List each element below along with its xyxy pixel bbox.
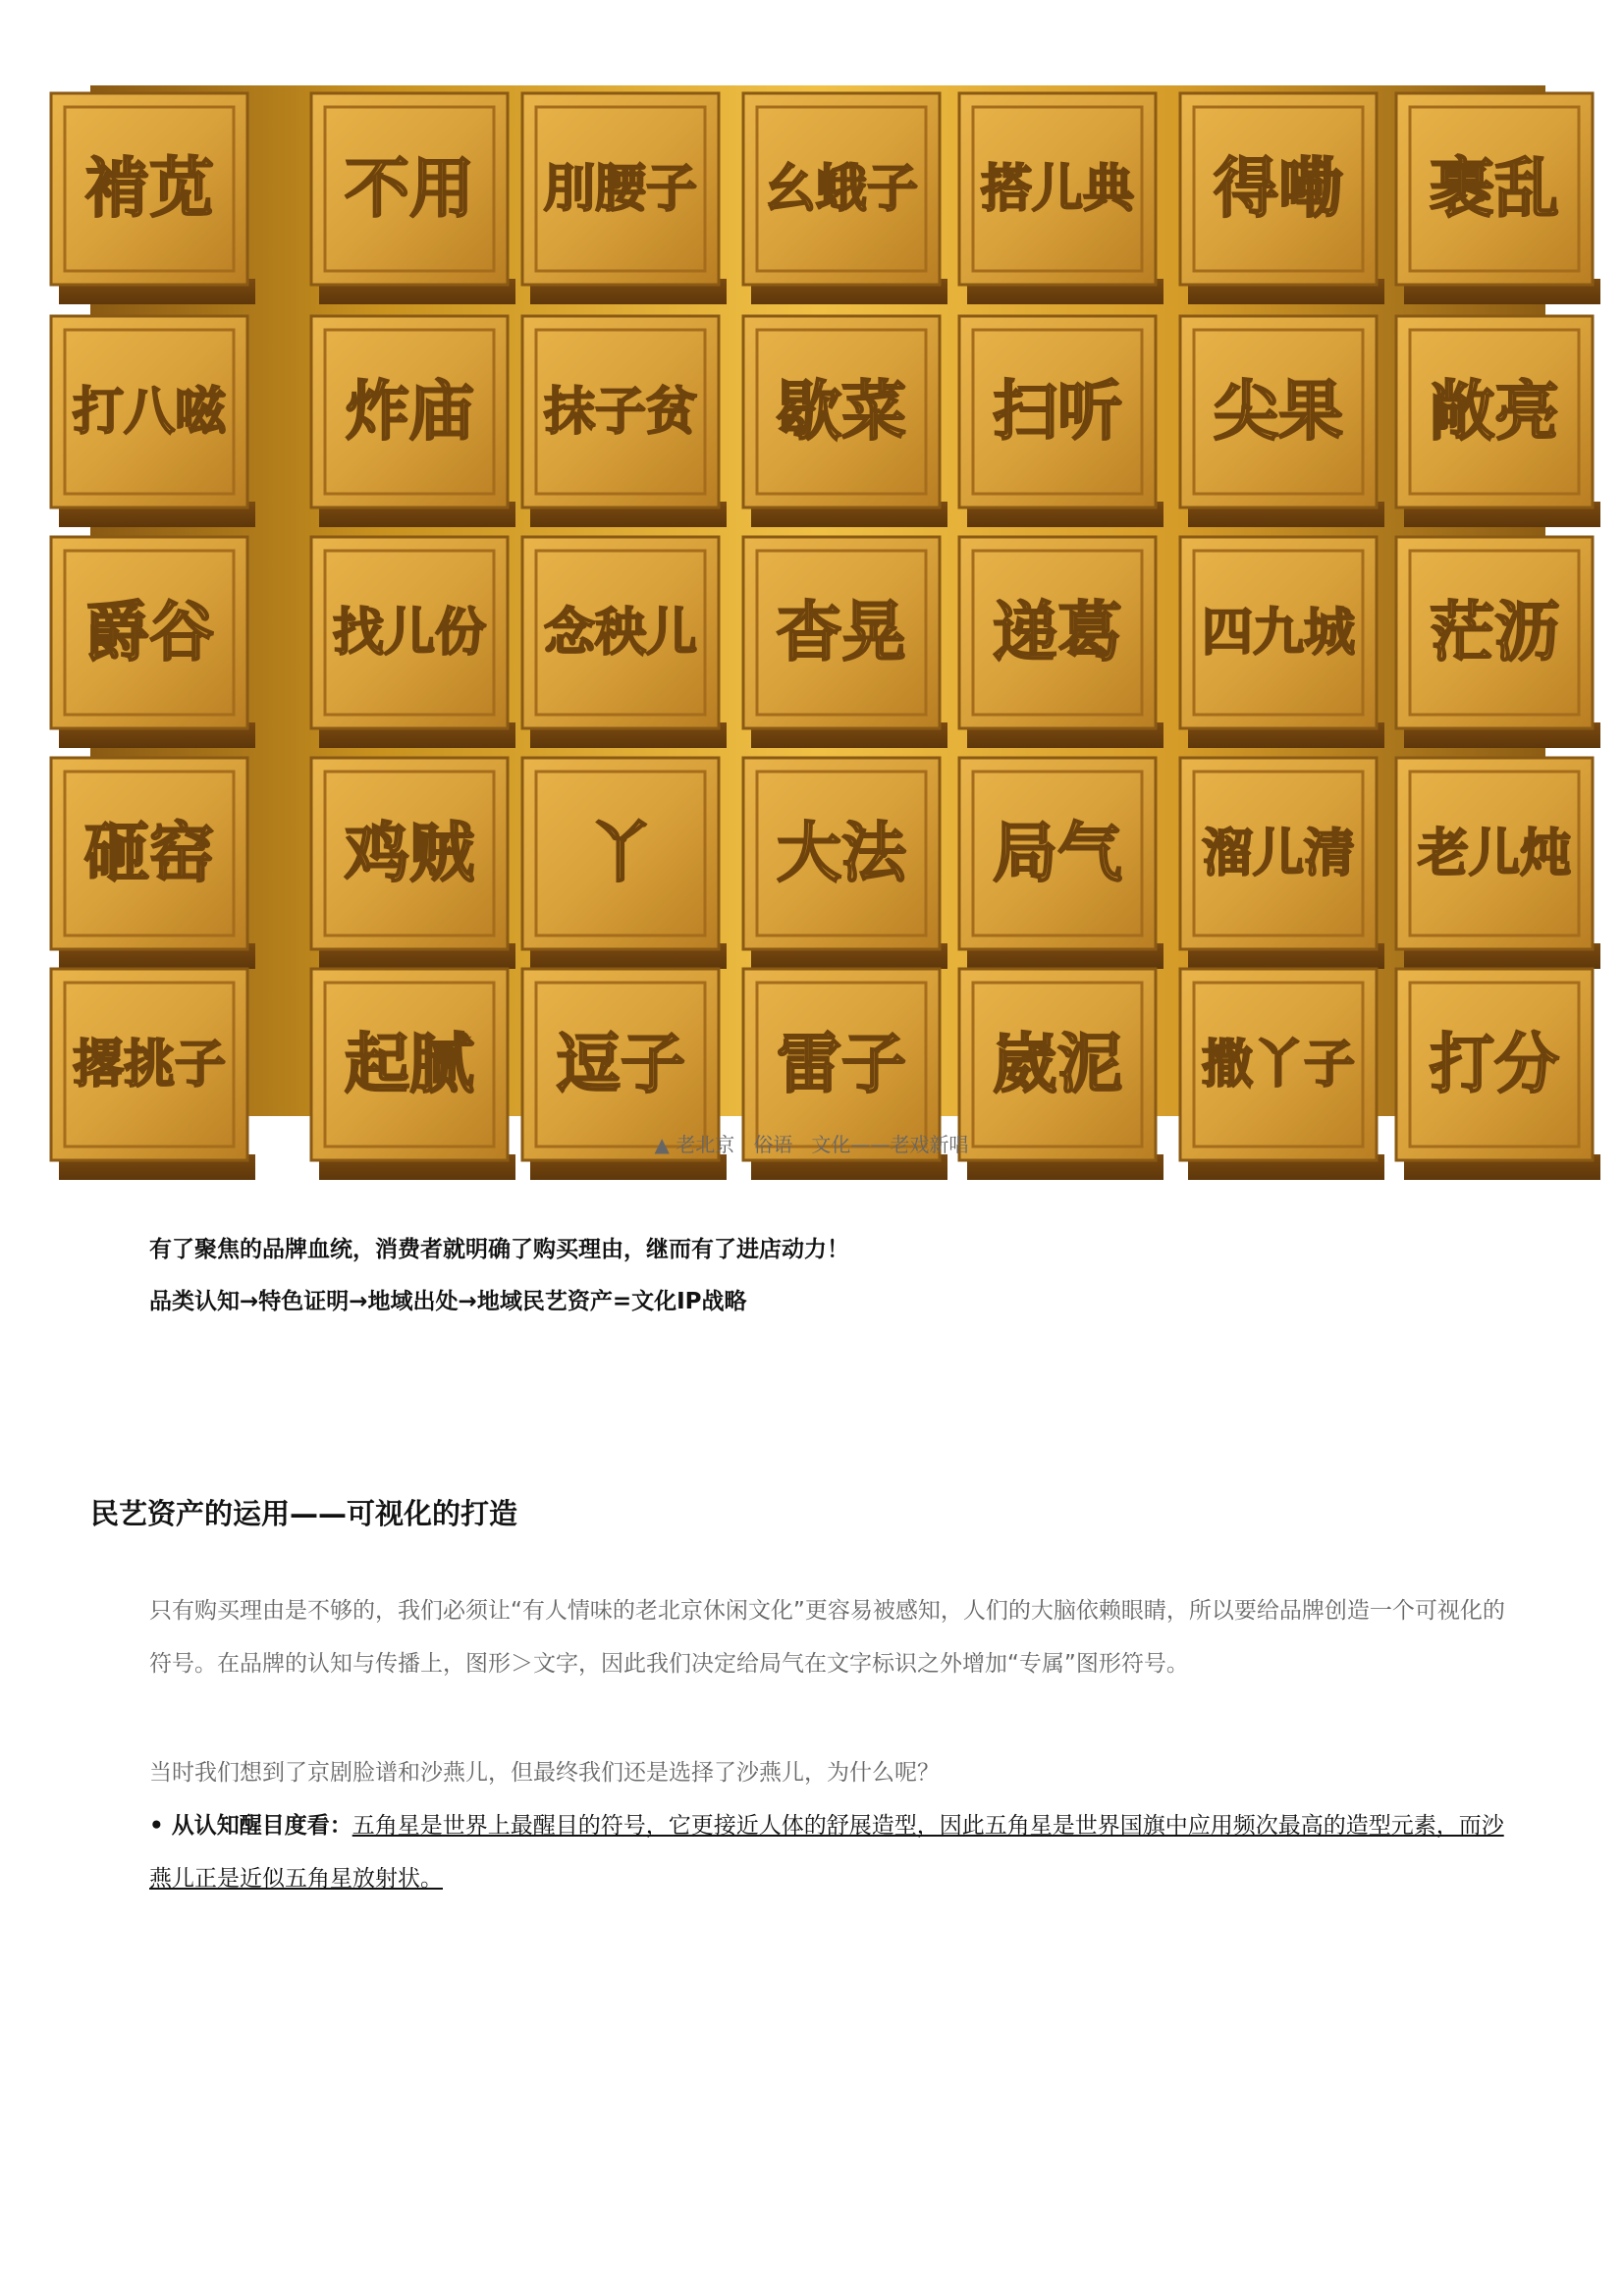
word-block: [959, 537, 1163, 748]
block-word: 茫沥: [1430, 594, 1559, 670]
bullet-lead: • 从认知醒目度看：: [149, 1813, 352, 1839]
wooden-character-blocks-photo: [72, 85, 1572, 1116]
block-word: 撂挑子: [72, 1035, 227, 1095]
block-word: 打分: [1430, 1026, 1559, 1102]
block-word: 打八嗞: [72, 382, 227, 442]
word-block: [1396, 316, 1600, 527]
block-word: 砸窑: [84, 815, 214, 891]
block-word: 扫听: [993, 373, 1122, 450]
block-word: 歇菜: [777, 373, 906, 450]
block-word: 幺蛾子: [764, 159, 919, 219]
block-word: 递葛: [993, 594, 1122, 670]
block-word: 刖腰子: [543, 159, 698, 219]
block-word: 尖果: [1214, 373, 1343, 450]
block-word: 丫: [588, 815, 653, 891]
word-block: [959, 758, 1163, 969]
block-word: 溜儿清: [1201, 824, 1356, 883]
block-word: 褃苋: [84, 150, 214, 227]
block-word: 念秧儿: [543, 603, 698, 663]
block-word: 崴泥: [993, 1026, 1122, 1102]
word-block: [311, 537, 515, 748]
block-word: 老儿炖: [1417, 824, 1572, 883]
word-block: [743, 316, 947, 527]
block-word: 爵谷: [84, 594, 214, 670]
block-word: 敞亮: [1430, 373, 1559, 450]
block-word: 不用: [345, 150, 474, 227]
block-word: 杳晃: [777, 594, 906, 670]
block-word: 鸡贼: [345, 815, 474, 891]
word-block: [522, 316, 727, 527]
word-block: [311, 758, 515, 969]
word-block: [311, 93, 515, 304]
bullet-recognition: [149, 1799, 1524, 1905]
word-block: [1180, 758, 1384, 969]
block-word: 逗子: [556, 1026, 685, 1102]
block-word: 找儿份: [332, 603, 487, 663]
block-word: 搭儿典: [980, 159, 1135, 219]
word-block: [522, 537, 727, 748]
word-block: [1180, 537, 1384, 748]
word-block: [743, 93, 947, 304]
section-heading: 民艺资产的运用——可视化的打造: [90, 1497, 518, 1530]
block-word: 局气: [993, 815, 1122, 891]
word-block: [959, 316, 1163, 527]
bullet-text: 五角星是世界上最醒目的符号，它更接近人体的舒展造型，因此五角星是世界国旗中应用频次最高的造型元素，而沙燕儿正是近似五角星放射状。: [149, 1813, 1504, 1892]
word-block: [522, 758, 727, 969]
word-block: [311, 316, 515, 527]
block-word: 抹子贫: [543, 382, 698, 442]
word-block: [743, 537, 947, 748]
word-block: [959, 93, 1163, 304]
word-block: [51, 93, 255, 304]
strategy-chain-line: 品类认知→特色证明→地域出处→地域民艺资产=文化IP战略: [149, 1289, 747, 1314]
block-word: 裹乱: [1430, 150, 1559, 227]
photo-caption: ▲ 老北京 俗语 文化——老戏新唱: [654, 1133, 969, 1156]
word-block: [522, 93, 727, 304]
paragraph-visualization: 只有购买理由是不够的，我们必须让“有人情味的老北京休闲文化”更容易被感知，人们的大脑依赖眼睛，所以要给品牌创造一个可视化的符号。在品牌的认知与传播上，图形＞文字，因此我们决定给局气在文字标识之外增加“专属”图形符号。: [149, 1598, 1505, 1677]
purchase-reason-line: 有了聚焦的品牌血统，消费者就明确了购买理由，继而有了进店动力！: [149, 1237, 849, 1262]
word-block: [743, 758, 947, 969]
blocks-grid: [72, 85, 1572, 1116]
block-word: 雷子: [777, 1026, 906, 1102]
block-word: 四九城: [1201, 603, 1356, 663]
block-word: 得嘞: [1214, 150, 1343, 227]
block-word: 撒丫子: [1201, 1035, 1356, 1095]
block-word: 起腻: [345, 1026, 474, 1102]
word-block: [51, 316, 255, 527]
word-block: [1396, 537, 1600, 748]
block-word: 炸庙: [345, 373, 474, 450]
word-block: [1396, 758, 1600, 969]
block-word: 大法: [777, 815, 906, 891]
word-block: [1180, 316, 1384, 527]
word-block: [1396, 93, 1600, 304]
paragraph-choice: 当时我们想到了京剧脸谱和沙燕儿，但最终我们还是选择了沙燕儿，为什么呢？: [149, 1760, 940, 1786]
word-block: [51, 758, 255, 969]
word-block: [1180, 93, 1384, 304]
word-block: [51, 537, 255, 748]
